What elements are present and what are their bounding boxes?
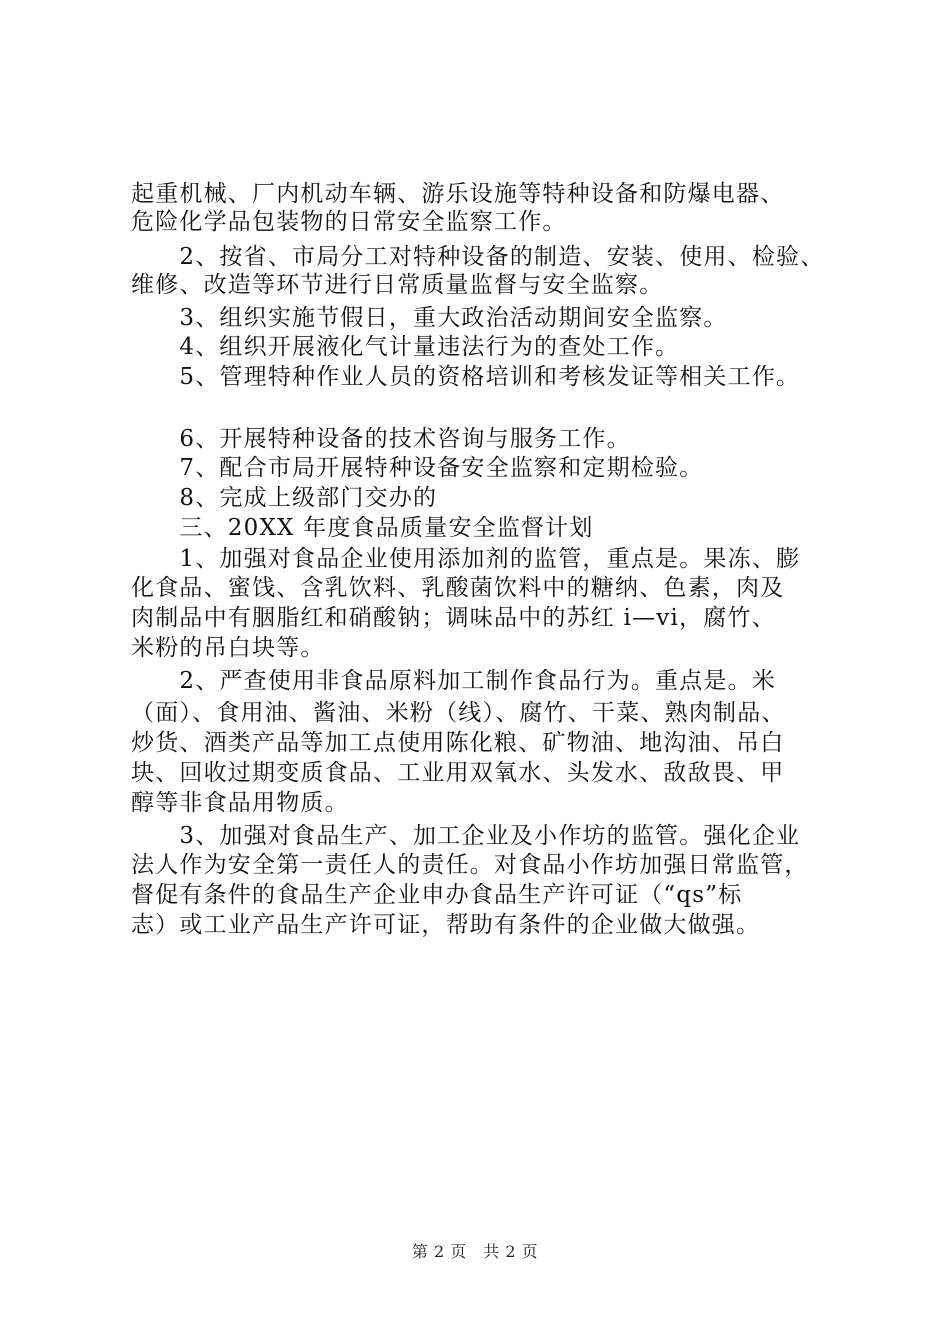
body-text-line: 起重机械、厂内机动车辆、游乐设施等特种设备和防爆电器、 bbox=[131, 181, 785, 207]
body-text-line: 块、回收过期变质食品、工业用双氧水、头发水、敌敌畏、甲 bbox=[131, 760, 785, 786]
body-text-line: 2、严查使用非食品原料加工制作食品行为。重点是。米 bbox=[131, 668, 777, 694]
body-text-line: 志）或工业产品生产许可证，帮助有条件的企业做大做强。 bbox=[131, 912, 761, 938]
body-text-line: 督促有条件的食品生产企业申办食品生产许可证（“qs”标 bbox=[131, 882, 743, 908]
body-text-line: 7、配合市局开展特种设备安全监察和定期检验。 bbox=[131, 455, 704, 481]
body-text-line: 3、组织实施节假日，重大政治活动期间安全监察。 bbox=[131, 305, 728, 331]
body-text-line: 8、完成上级部门交办的 bbox=[131, 485, 438, 511]
body-text-line: 炒货、酒类产品等加工点使用陈化粮、矿物油、地沟油、吊白 bbox=[131, 730, 785, 756]
section-heading: 三、20XX 年度食品质量安全监督计划 bbox=[131, 515, 594, 541]
body-text-line: 醇等非食品用物质。 bbox=[131, 790, 349, 816]
body-text-line: （面）、食用油、酱油、米粉（线）、腐竹、干菜、熟肉制品、 bbox=[131, 700, 786, 726]
body-text-line: 3、加强对食品生产、加工企业及小作坊的监管。强化企业 bbox=[131, 823, 801, 849]
body-text-line: 2、按省、市局分工对特种设备的制造、安装、使用、检验、 bbox=[131, 244, 825, 270]
body-text-line: 米粉的吊白块等。 bbox=[131, 635, 325, 661]
body-text-line: 维修、改造等环节进行日常质量监督与安全监察。 bbox=[131, 272, 664, 298]
body-text-line: 4、组织开展液化气计量违法行为的查处工作。 bbox=[131, 334, 680, 360]
body-text-line: 法人作为安全第一责任人的责任。对食品小作坊加强日常监管， bbox=[131, 852, 809, 878]
body-text-line: 危险化学品包装物的日常安全监察工作。 bbox=[131, 209, 567, 235]
body-text-line: 1、加强对食品企业使用添加剂的监管，重点是。果冻、膨 bbox=[131, 546, 801, 572]
page-footer: 第 2 页 共 2 页 bbox=[411, 1242, 539, 1261]
body-text-line: 5、管理特种作业人员的资格培训和考核发证等相关工作。 bbox=[131, 364, 801, 390]
body-text-line: 肉制品中有胭脂红和硝酸钠；调味品中的苏红 i—vi，腐竹、 bbox=[131, 605, 776, 631]
body-text-line: 6、开展特种设备的技术咨询与服务工作。 bbox=[131, 426, 631, 452]
body-text-line: 化食品、蜜饯、含乳饮料、乳酸菌饮料中的糖纳、色素，肉及 bbox=[131, 575, 785, 601]
